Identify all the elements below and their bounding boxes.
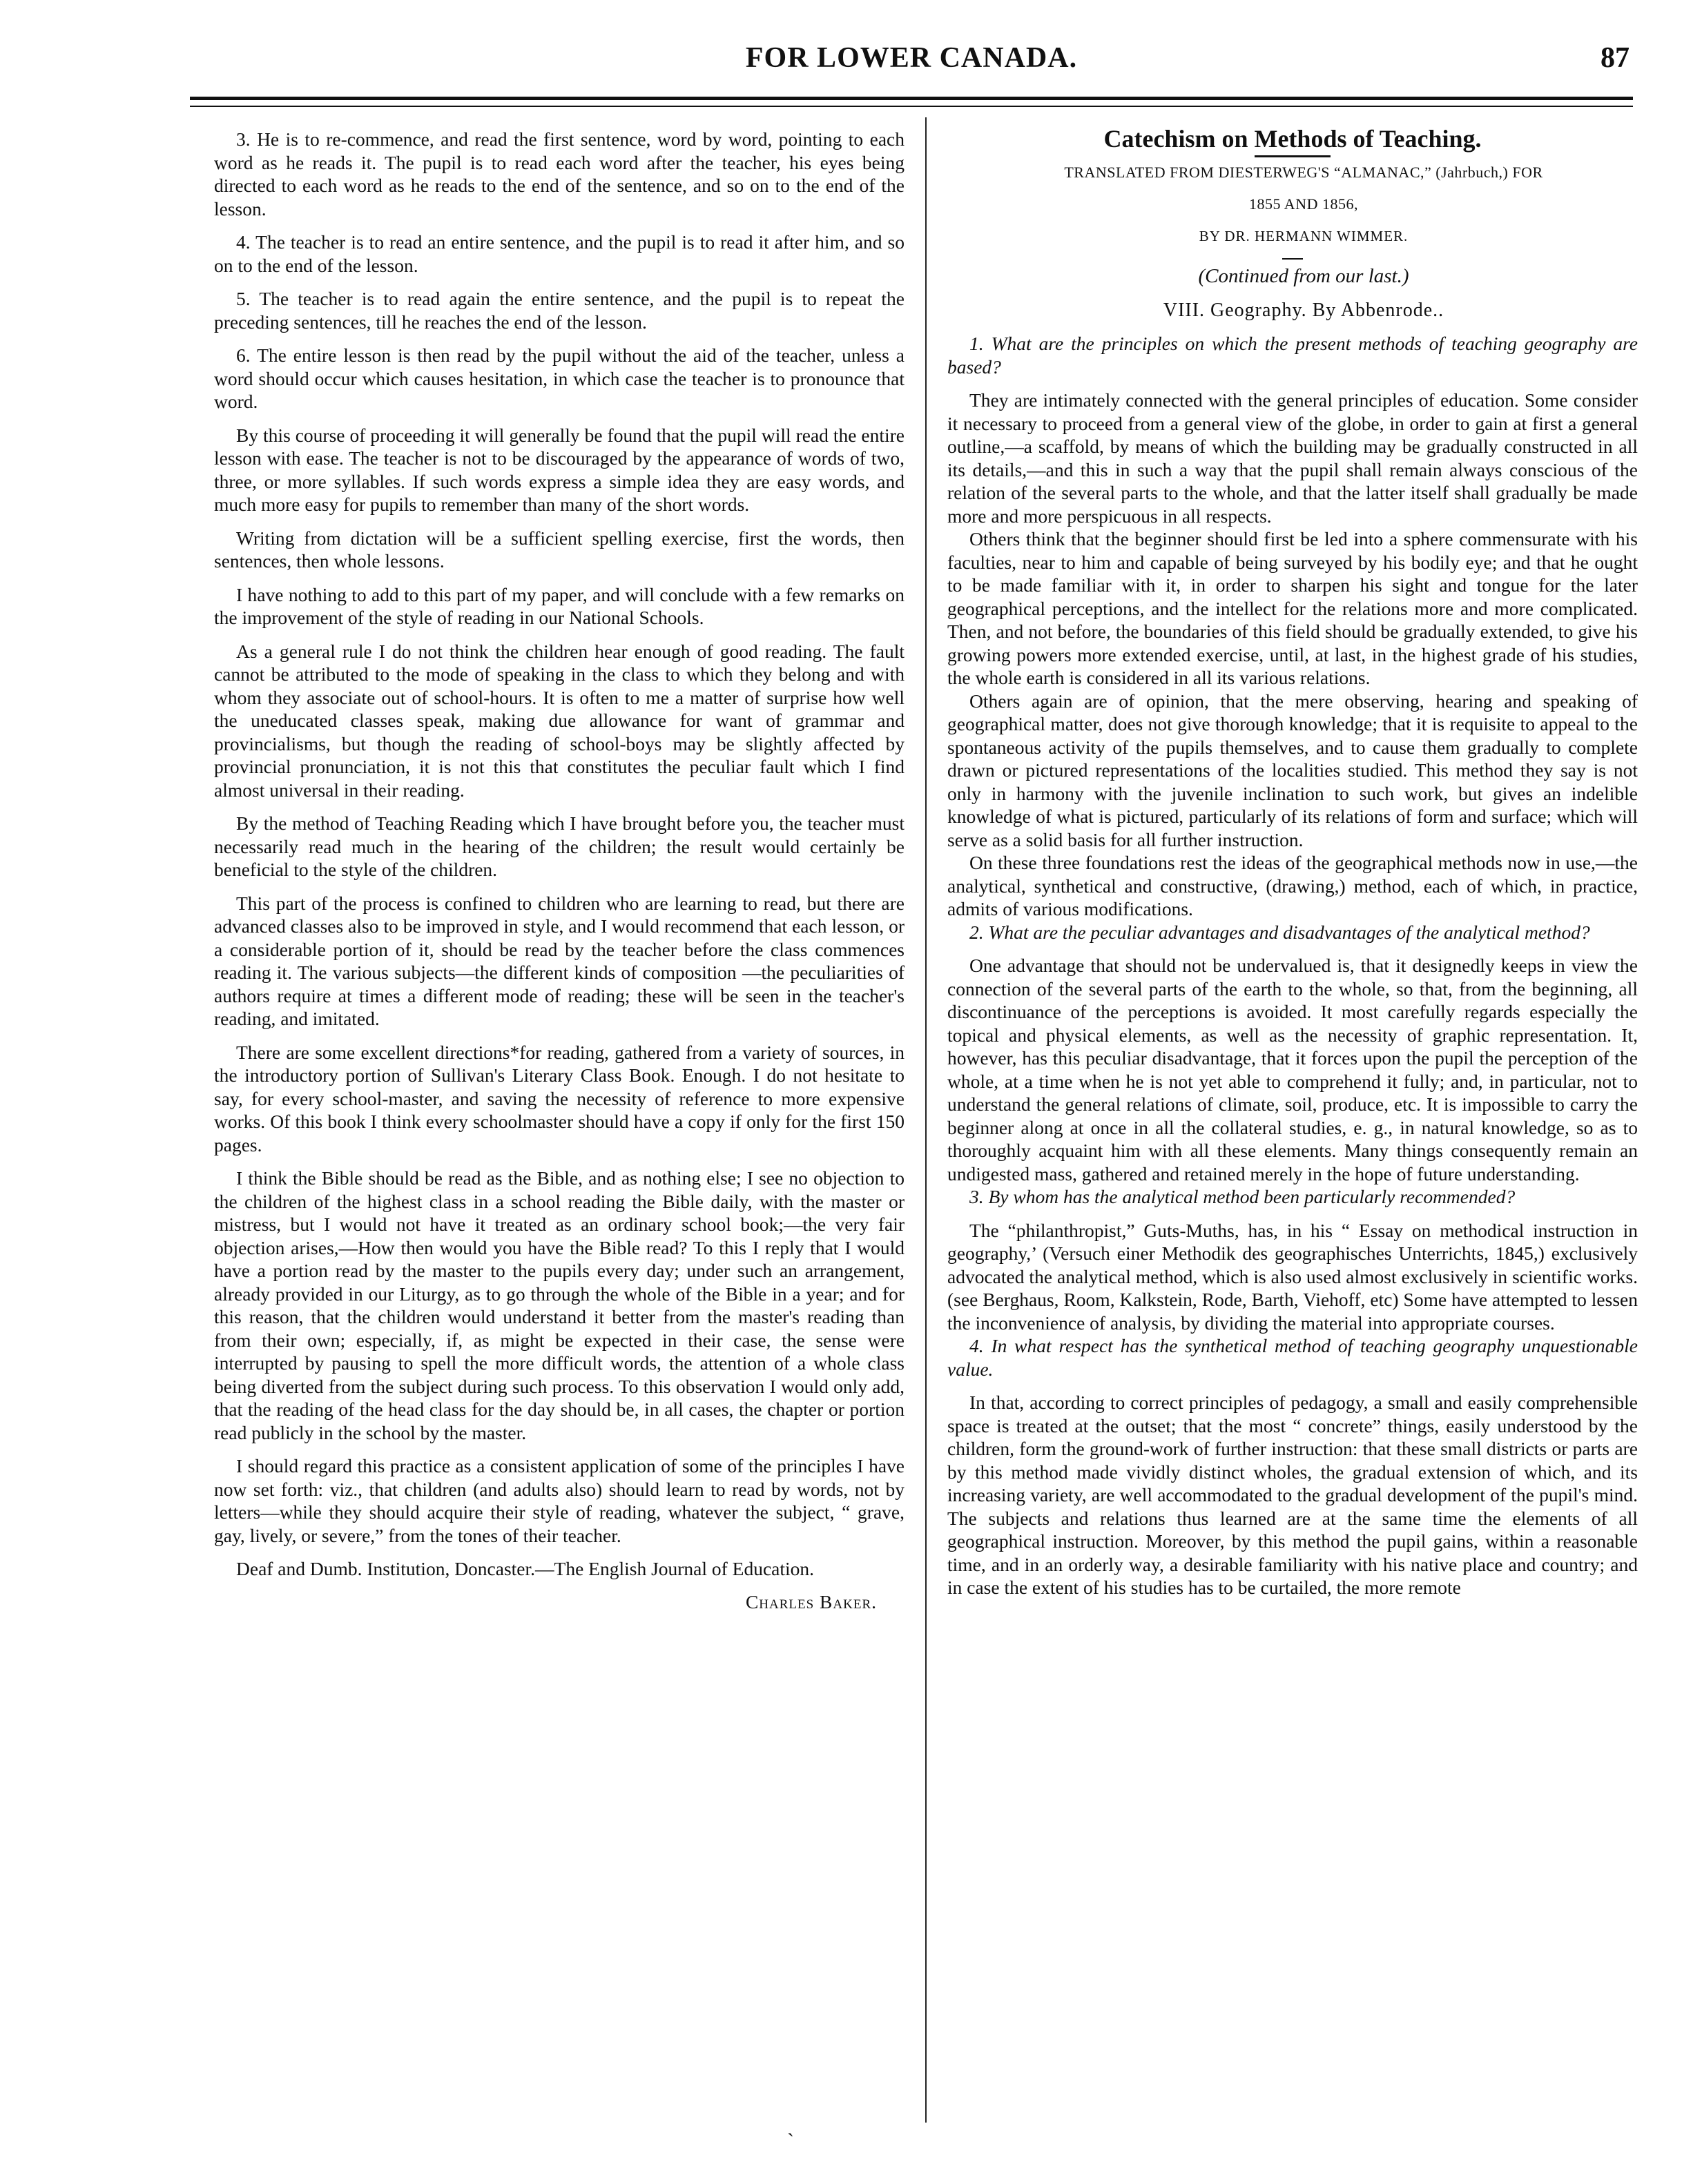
- paragraph: I should regard this practice as a consistent application of some of the principles I have now set forth: viz., that children (and adults also) should learn to read by words, not by letters—while they should acquire their style of reading, whatever the subject, “ grave, gay, lively, or severe,” from the tones of their teacher.: [214, 1455, 905, 1546]
- page-header: [193, 41, 1630, 90]
- footer-mark: ˋ: [787, 2129, 794, 2152]
- source-note: Deaf and Dumb. Institution, Doncaster.—The English Journal of Education.: [236, 1558, 815, 1579]
- catechism-answer: The “philanthropist,” Guts-Muths, has, in his “ Essay on methodical instruction in geography,’ (Versuch einer Methodik des geographisches Unterrichts, 1845,) exclusively advocated the analytical method, which is also used almost exclusively in scientific works. (see Berghaus, Room, Kalkstein, Rode, Barth, Viehoff, etc) Some have attempted to lessen the inconvenience of analysis, by dividing the material into appropriate courses.: [947, 1219, 1638, 1334]
- paragraph: Writing from dictation will be a sufficient spelling exercise, first the words, then sentences, then whole lessons.: [214, 527, 905, 572]
- paragraph: This part of the process is confined to children who are learning to read, but there are advanced classes also to be improved in style, and I would recommend that each lesson, or a considerable portion of it, should be read by the teacher before the class commences reading it. The various subjects—the different kinds of composition —the peculiarities of authors require at times a different mode of reading; these will be seen in the teacher's reading, and imitated.: [214, 892, 905, 1029]
- continued-note: (Continued from our last.): [1198, 265, 1409, 287]
- section-heading: VIII. Geography. By Abbenrode..: [1163, 299, 1444, 321]
- catechism-answer: On these three foundations rest the ideas of the geographical methods now in use,—the analytical, synthetical and constructive, (drawing,) method, each of which, in practice, admits of various modifications.: [947, 852, 1638, 919]
- running-title: FOR LOWER CANADA.: [745, 42, 1078, 74]
- author-rule: [1282, 258, 1303, 260]
- paragraph: 4. The teacher is to read an entire sentence, and the pupil is to read it after him, and so on to the end of the lesson.: [214, 231, 905, 276]
- catechism-answer: Others think that the beginner should first be led into a sphere commensurate with his faculties, near to him and capable of being surveyed by his bodily eye; and that he ought to be made familiar with it, in order to sharpen his sight and tongue for the later geographical perceptions, and the intellect for the relations more and more complicated. Then, and not before, the boundaries of this field should be gradually extended, to give his growing powers more extended exercise, until, at last, in the highest grade of his studies, the whole earth is considered in all its various relations.: [947, 528, 1638, 688]
- header-rule-thin: [190, 106, 1633, 107]
- paragraph: I think the Bible should be read as the Bible, and as nothing else; I see no objection to the children of the highest class in a school reading the Bible daily, with the master or mistress, but I would not have it treated as an ordinary school book;—the very fair objection arises,—How then would you have the Bible read? To this I reply that I would have a portion read by the master to the pupils every day; under such an arrangement, already provided in our Liturgy, as to go through the whole of the Bible in a year; and for this reason, that the children would understand it better from the master's reading than from their own; especially, if, as might be expected in their case, the sense were interrupted by pausing to spell the more difficult words, the attention of a whole class being diverted from the subject during such process. To this observation I would only add, that the reading of the head class for the day should be, in all cases, the chapter or portion read publicly in the school by the master.: [214, 1167, 905, 1443]
- column-divider: [925, 117, 927, 2123]
- paragraph: 5. The teacher is to read again the entire sentence, and the pupil is to repeat the preceding sentences, till he reaches the end of the lesson.: [214, 288, 905, 333]
- paragraph: 3. He is to re-commence, and read the first sentence, word by word, pointing to each word as he reads it. The pupil is to read each word after the teacher, his eyes being directed to each word as he reads to the end of the sentence, and so on to the end of the lesson.: [214, 128, 905, 220]
- paragraph: As a general rule I do not think the children hear enough of good reading. The fault cannot be attributed to the mode of speaking in the class to which they belong and with whom they associate out of school-hours. It is often to me a matter of surprise how well the uneducated classes speak, making due allowance for want of grammar and provincialisms, but though the reading of school-boys may be slightly affected by provincial pronunciation, it is not this that constitutes the peculiar fault which I find almost universal in their reading.: [214, 640, 905, 801]
- catechism-question: 1. What are the principles on which the present methods of teaching geography are based?: [947, 333, 1638, 378]
- catechism-answer: They are intimately connected with the general principles of education. Some consider it necessary to proceed from a general view of the globe, in order to gain at first a general outline,—a scaffold, by means of which the building may be gradually constructed in all its details,—and this in such a way that the pupil shall remain always conscious of the relation of the several parts to the whole, and that the latter itself shall gradually be made more and more perspicuous in all respects.: [947, 389, 1638, 527]
- header-rule-thick: [190, 97, 1633, 100]
- catechism-question: 2. What are the peculiar advantages and disadvantages of the analytical method?: [969, 921, 1590, 943]
- paragraph: By this course of proceeding it will generally be found that the pupil will read the entire lesson with ease. The teacher is not to be discouraged by the appearance of words of two, three, or more syllables. If such words express a simple idea they are easy words, and much more easy for pupils to remember than many of the short words.: [214, 424, 905, 515]
- paragraph: There are some excellent directions*for reading, gathered from a variety of sources, in the introductory portion of Sullivan's Literary Class Book. Enough. I do not hesitate to say, for every school-master, and saving the necessity of reference to more expensive works. Of this book I think every schoolmaster should have a copy if only for the first 150 pages.: [214, 1041, 905, 1156]
- paragraph: By the method of Teaching Reading which I have brought before you, the teacher must necessarily read much in the hearing of the children; the result would certainly be beneficial to the style of the children.: [214, 812, 905, 880]
- right-column: [947, 125, 1638, 1599]
- catechism-question: 4. In what respect has the synthetical method of teaching geography unquestionable value.: [947, 1335, 1638, 1380]
- article-author: BY DR. HERMANN WIMMER.: [1199, 227, 1409, 244]
- title-rule: [1255, 155, 1331, 157]
- catechism-body: [947, 332, 1638, 1599]
- article-title: Catechism on Methods of Teaching.: [1103, 125, 1482, 153]
- translation-note: TRANSLATED FROM DIESTERWEG'S “ALMANAC,” (Jahrbuch,) FOR: [1064, 163, 1543, 181]
- author-signature: Charles Baker.: [745, 1590, 877, 1612]
- left-column: [214, 128, 905, 1624]
- page-number: 87: [1601, 42, 1630, 74]
- paragraph: 6. The entire lesson is then read by the pupil without the aid of the teacher, unless a word should occur which causes hesitation, in which case the teacher is to pronounce that word.: [214, 344, 905, 412]
- catechism-answer: In that, according to correct principles of pedagogy, a small and easily comprehensible space is treated at the outset; that the most “ concrete” things, easily understood by the children, form the ground-work of further instruction: that these small districts or parts are by this method made vividly distinct wholes, the gradual extension of which, and its increasing variety, are well accommodated to the gradual development of the pupil's mind. The subjects and relations thus learned are at the same time the elements of all geographical instruction. Moreover, by this method the pupil gains, within a reasonable time, and in an orderly way, a desirable familiarity with his native place and country; and in case the extent of his studies has to be curtailed, the more remote: [947, 1392, 1638, 1598]
- translation-years: 1855 AND 1856,: [1249, 195, 1358, 213]
- catechism-answer: One advantage that should not be undervalued is, that it designedly keeps in view the connection of the several parts of the earth to the whole, so that, from the beginning, all discontinuance of the perceptions is avoided. It most carefully regards especially the topical and physical elements, as well as the necessity of graphic representation. It, however, has this peculiar disadvantage, that it forces upon the pupil the perception of the whole, at a time when he is not yet able to comprehend it fully; and, in particular, not to understand the general relations of climate, soil, produce, etc. It is impossible to carry the beginner along at once in all the collateral studies, e. g., in natural knowledge, so as to thoroughly acquaint him with all these elements. Many things consequently remain an undigested mass, gathered and retained merely in the hope of future understanding.: [947, 955, 1638, 1184]
- paragraph: I have nothing to add to this part of my paper, and will conclude with a few remarks on the improvement of the style of reading in our National Schools.: [214, 583, 905, 628]
- catechism-answer: Others again are of opinion, that the mere observing, hearing and speaking of geographical matter, does not give thorough knowledge; that it is requisite to appeal to the spontaneous activity of the pupils themselves, and to cause them gradually to complete drawn or pictured representations of the localities studied. This method they say is not only in harmony with the juvenile inclination to such work, but gives an indelible knowledge of what is pictured, particularly of its relations of form and surface; which will serve as a solid basis for all further instruction.: [947, 690, 1638, 850]
- catechism-question: 3. By whom has the analytical method been particularly recommended?: [969, 1186, 1516, 1207]
